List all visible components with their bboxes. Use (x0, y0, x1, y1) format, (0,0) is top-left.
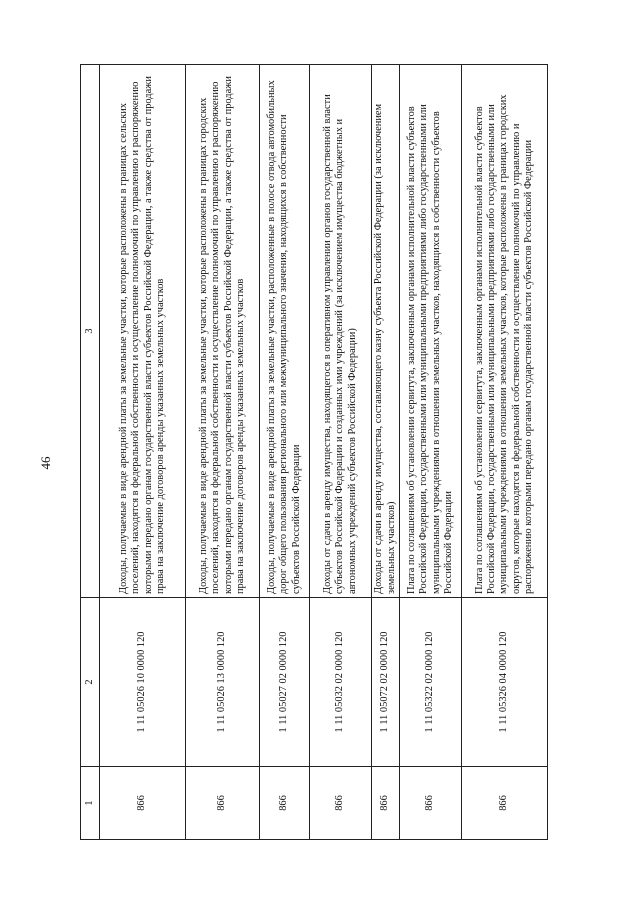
revenue-code-cell: 1 11 05072 02 0000 120 (372, 598, 400, 767)
table-row (260, 65, 310, 840)
table-row (400, 65, 462, 840)
header-row (81, 65, 100, 840)
header-col-2: 2 (81, 598, 100, 767)
description-cell: Плата по соглашениям об установлении сервитута, заключенным органами исполнительной власти субъектов Российской Федерации, государственными или муниципальными предприятиями либо государственными или муниципальными учреждениями в отношении земельных участков, которые расположены в границах городских округов, которые находятся в федеральной собственности и осуществление полномочий по управлению и распоряжению которыми передано органам государственной власти субъектов Российской Федерации (462, 65, 548, 598)
table-row (372, 65, 400, 840)
admin-code-cell: 866 (186, 767, 260, 840)
revenue-code-cell: 1 11 05026 10 0000 120 (100, 598, 186, 767)
description-cell: Доходы, получаемые в виде арендной платы за земельные участки, которые расположены в границах городских поселений, находятся в федеральной собственности и осуществление полномочий по управлению и распоряжению которыми передано органам государственной власти субъектов Российской Федерации, а также средства от продажи права на заключение договоров аренды указанных земельных участков (186, 65, 260, 598)
description-cell: Доходы, получаемые в виде арендной платы за земельные участки, расположенные в полосе отвода автомобильных дорог общего пользования регионального или межмуниципального значения, находящихся в собственности субъектов Российской Федерации (260, 65, 310, 598)
table-row (462, 65, 548, 840)
table-container (80, 65, 534, 840)
revenue-code-cell: 1 11 05026 13 0000 120 (186, 598, 260, 767)
admin-code-cell: 866 (100, 767, 186, 840)
admin-code-cell: 866 (260, 767, 310, 840)
description-cell: Доходы от сдачи в аренду имущества, составляющего казну субъекта Российской Федерации (за исключением земельных участков) (372, 65, 400, 598)
header-col-1: 1 (81, 767, 100, 840)
description-cell: Плата по соглашениям об установлении сервитута, заключенным органами исполнительной власти субъектов Российской Федерации, государственными или муниципальными предприятиями либо государственными или муниципальными учреждениями в отношении земельных участков, находящихся в собственности субъектов Российской Федерации (400, 65, 462, 598)
revenue-code-cell: 1 11 05027 02 0000 120 (260, 598, 310, 767)
rotated-page (80, 65, 534, 840)
revenue-code-cell: 1 11 05032 02 0000 120 (310, 598, 372, 767)
admin-code-cell: 866 (310, 767, 372, 840)
table-row (186, 65, 260, 840)
description-cell: Доходы, получаемые в виде арендной платы за земельные участки, которые расположены в границах сельских поселений, находятся в федеральной собственности и осуществление полномочий по управлению и распоряжению которыми передано органам государственной власти субъектов Российской Федерации, а также средства от продажи права на заключение договоров аренды указанных земельных участков (100, 65, 186, 598)
table-row (310, 65, 372, 840)
table-row (100, 65, 186, 840)
page-number: 46 (38, 456, 53, 470)
revenue-code-cell: 1 11 05322 02 0000 120 (400, 598, 462, 767)
header-col-3: 3 (81, 65, 100, 598)
admin-code-cell: 866 (400, 767, 462, 840)
description-cell: Доходы от сдачи в аренду имущества, находящегося в оперативном управлении органов государственной власти субъектов Российской Федерации и созданных ими учреждений (за исключением имущества бюджетных и автономных учреждений субъектов Российской Федерации) (310, 65, 372, 598)
revenue-code-cell: 1 11 05326 04 0000 120 (462, 598, 548, 767)
admin-code-cell: 866 (372, 767, 400, 840)
revenue-codes-table (80, 64, 548, 840)
admin-code-cell: 866 (462, 767, 548, 840)
